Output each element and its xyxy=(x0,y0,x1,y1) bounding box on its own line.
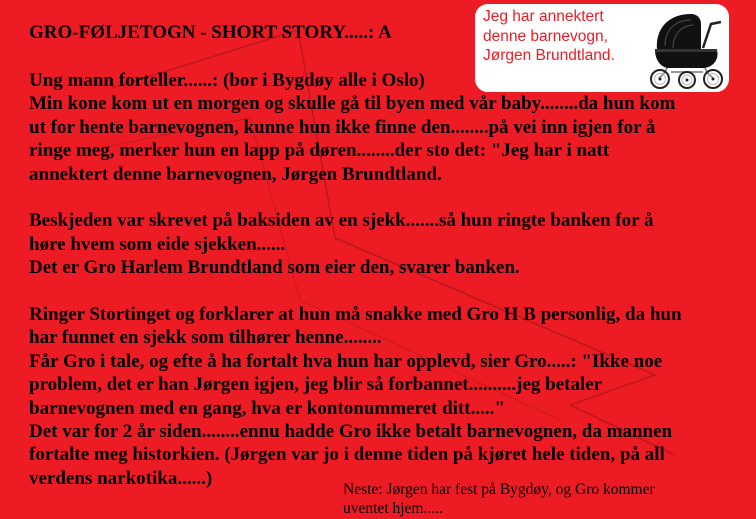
story-line: Ringer Stortinget og forklarer at hun må snakke med Gro H B personlig, da hun xyxy=(29,304,682,326)
story-line: annektert denne barnevognen, Jørgen Brundtland. xyxy=(29,163,442,185)
annotation-text xyxy=(483,7,615,66)
story-line: Beskjeden var skrevet på baksiden av en sjekk.......så hun ringte banken for å xyxy=(29,210,654,232)
paragraph-gap xyxy=(29,280,756,303)
story-line: Det er Gro Harlem Brundtland som eier den, svarer banken. xyxy=(29,257,520,279)
story-line: ut for hente barnevognen, kunne hun ikke finne den........på vei inn igjen for å xyxy=(29,116,656,138)
story-body xyxy=(29,69,756,490)
story-line: fortalte meg historkien. (Jørgen var jo i denne tiden på kjøret hele tiden, på all xyxy=(29,444,665,466)
story-line: ringe meg, merker hun en lapp på døren........der sto det: "Jeg har i natt xyxy=(29,140,610,162)
annotation-line: denne barnevogn, xyxy=(483,27,608,45)
annotation-line: Jeg har annektert xyxy=(483,8,604,25)
story-line: barnevognen med en gang, hva er kontonummeret ditt....." xyxy=(29,397,505,419)
story-line: Ung mann forteller......: (bor i Bygdøy alle i Oslo) xyxy=(29,70,425,91)
paragraph-gap xyxy=(29,186,756,209)
next-episode-line: uventet hjem..... xyxy=(343,500,443,517)
story-line: Det var for 2 år siden........ennu hadde Gro ikke betalt barnevognen, da mannen xyxy=(29,421,673,443)
page-title: GRO-FØLJETOGN - SHORT STORY.....: A xyxy=(29,22,392,43)
story-line: Får Gro i tale, og efte å ha fortalt hva hun har opplevd, sier Gro.....: "Ikke noe xyxy=(29,350,663,372)
story-line: problem, det er han Jørgen igjen, jeg blir så forbannet..........jeg betaler xyxy=(29,374,603,396)
story-line: verdens narkotika......) xyxy=(29,467,213,489)
next-episode-line: Neste: Jørgen har fest på Bygdøy, og Gro kommer xyxy=(343,481,655,498)
next-episode-note xyxy=(343,480,655,518)
story-line: har funnet en sjekk som tilhører henne........ xyxy=(29,327,382,349)
story-line: høre hvem som eide sjekken...... xyxy=(29,233,286,255)
story-line: Min kone kom ut en morgen og skulle gå til byen med vår baby........da hun kom xyxy=(29,93,676,115)
annotation-line: Jørgen Brundtland. xyxy=(483,47,615,64)
